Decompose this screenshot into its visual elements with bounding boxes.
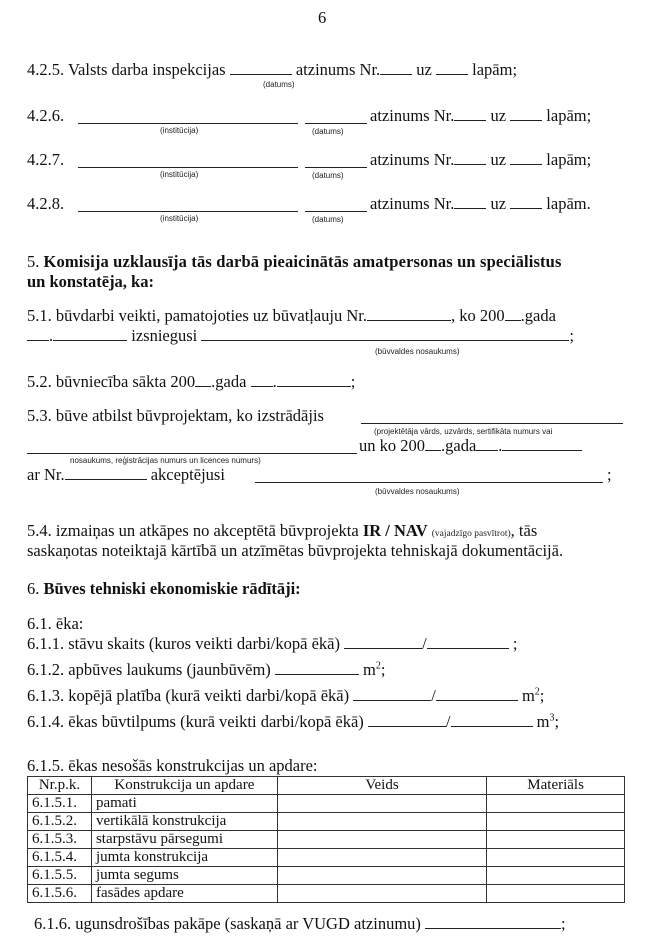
number-field[interactable] <box>454 194 486 209</box>
type-cell[interactable] <box>277 831 486 849</box>
semicolon: ; <box>512 634 518 653</box>
date-caption: (datums) <box>312 127 344 136</box>
semicolon: ; <box>554 712 560 731</box>
number-field[interactable] <box>65 465 147 480</box>
institution-field[interactable] <box>78 123 298 124</box>
month-field[interactable] <box>502 436 582 451</box>
date-field[interactable] <box>305 123 367 124</box>
table-header-row <box>28 777 625 795</box>
dot: . <box>498 436 503 455</box>
material-cell[interactable] <box>487 885 625 903</box>
year-field[interactable] <box>505 306 521 321</box>
material-cell[interactable] <box>487 813 625 831</box>
year-label: , ko 200 <box>451 306 505 325</box>
item-6-1-5-title: 6.1.5. ēkas nesošās konstrukcijas un apdare: <box>27 756 318 775</box>
pages-field[interactable] <box>510 194 542 209</box>
month-field[interactable] <box>277 372 351 387</box>
conclusion-label: atzinums Nr. <box>370 150 455 169</box>
row-name: fasādes apdare <box>91 885 277 903</box>
row-name: jumta segums <box>91 867 277 885</box>
area-worked-field[interactable] <box>353 686 431 701</box>
table-row <box>28 795 625 813</box>
floors-worked-field[interactable] <box>344 634 422 649</box>
section-number: 5. <box>27 252 40 271</box>
building-area-field[interactable] <box>275 660 359 675</box>
semicolon: ; <box>561 914 566 933</box>
pages-field[interactable] <box>510 150 542 165</box>
material-cell[interactable] <box>487 795 625 813</box>
conclusion-group <box>370 194 591 214</box>
day-field[interactable] <box>251 372 273 387</box>
institution-field[interactable] <box>78 167 298 168</box>
table-row <box>28 831 625 849</box>
volume-total-field[interactable] <box>451 712 533 727</box>
item-4-2-7 <box>27 150 64 170</box>
dot: . <box>49 326 54 345</box>
changes-label-end: , tās <box>510 521 538 540</box>
separator: / <box>445 712 451 731</box>
authority-caption: (būvvaldes nosaukums) <box>375 347 460 356</box>
row-nr: 6.1.5.3. <box>28 831 92 849</box>
unit-exponent: 3 <box>549 712 555 724</box>
row-name: starpstāvu pārsegumi <box>91 831 277 849</box>
designer-field[interactable] <box>361 423 623 424</box>
section-6-heading <box>27 579 301 599</box>
gada-label: .gada <box>441 436 477 455</box>
item-5-1-line2 <box>27 326 574 346</box>
type-cell[interactable] <box>277 849 486 867</box>
item-number: 4.2.8. <box>27 194 65 213</box>
row-nr: 6.1.5.4. <box>28 849 92 867</box>
pages-label: lapām. <box>546 194 591 213</box>
gada-label: .gada <box>211 372 247 391</box>
construction-start-label: 5.2. būvniecība sākta 200 <box>27 372 196 391</box>
item-4-2-5 <box>27 60 517 80</box>
issued-label: izsniegusi <box>131 326 198 345</box>
institution-caption: (institūcija) <box>160 170 199 179</box>
fire-safety-field[interactable] <box>425 914 561 929</box>
item-5-4-line1 <box>27 521 537 541</box>
total-area-label: 6.1.3. kopējā platība (kurā veikti darbi/kopā ēkā) <box>27 686 350 705</box>
date-caption: (datums) <box>312 171 344 180</box>
floors-total-field[interactable] <box>427 634 509 649</box>
number-label: ar Nr. <box>27 465 65 484</box>
gada-label: .gada <box>520 306 556 325</box>
row-nr: 6.1.5.6. <box>28 885 92 903</box>
separator: / <box>422 634 427 653</box>
pages-field[interactable] <box>510 106 542 121</box>
number-field[interactable] <box>454 150 486 165</box>
designer-label: 5.3. būve atbilst būvprojektam, ko izstrādājis <box>27 406 324 425</box>
item-6-1-6 <box>34 914 566 934</box>
authority-caption: (būvvaldes nosaukums) <box>375 487 460 496</box>
semicolon: ; <box>380 660 386 679</box>
type-cell[interactable] <box>277 795 486 813</box>
unit-exponent: 2 <box>534 686 540 698</box>
pages-label: lapām; <box>472 60 518 79</box>
item-number: 4.2.7. <box>27 150 65 169</box>
item-number: 4.2.6. <box>27 106 65 125</box>
year-field[interactable] <box>195 372 211 387</box>
authority-field[interactable] <box>201 326 569 341</box>
day-field[interactable] <box>476 436 498 451</box>
section-heading: Būves tehniski ekonomiskie rādītāji: <box>43 579 301 598</box>
conclusion-label: atzinums Nr. <box>370 106 455 125</box>
pages-label: lapām; <box>546 150 592 169</box>
item-6-1-4 <box>27 712 559 732</box>
header-nr: Nr.p.k. <box>28 777 92 795</box>
header-construction: Konstrukcija un apdare <box>91 777 277 795</box>
row-name: pamati <box>91 795 277 813</box>
semicolon: ; <box>539 686 545 705</box>
unit: m <box>536 712 550 731</box>
row-name: jumta konstrukcija <box>91 849 277 867</box>
conclusion-label: atzinums Nr. <box>295 60 381 79</box>
date-field[interactable] <box>305 167 367 168</box>
accepted-label: akceptējusi <box>150 465 225 484</box>
item-6-1-3 <box>27 686 544 706</box>
table-row <box>28 885 625 903</box>
changes-label: 5.4. izmaiņas un atkāpes no akceptētā būvprojekta <box>27 521 359 540</box>
uz-label: uz <box>490 194 507 213</box>
authority-field[interactable] <box>255 482 603 483</box>
item-6-1-1 <box>27 634 517 654</box>
section-5-heading <box>27 252 562 272</box>
item-6-1-2 <box>27 660 385 680</box>
row-name: vertikālā konstrukcija <box>91 813 277 831</box>
uz-label: uz <box>416 60 432 79</box>
row-nr: 6.1.5.2. <box>28 813 92 831</box>
item-5-4-line2: saskaņotas noteiktajā kārtībā un atzīmētas būvprojekta tehniskajā dokumentācijā. <box>27 541 564 560</box>
volume-worked-field[interactable] <box>368 712 446 727</box>
designer-field-cont[interactable] <box>27 453 357 454</box>
area-total-field[interactable] <box>436 686 518 701</box>
year-field[interactable] <box>425 436 441 451</box>
item-prefix: Valsts darba inspekcijas <box>67 60 226 79</box>
designer-caption-2: nosaukums, reģistrācijas numurs un licences numurs) <box>70 456 261 465</box>
table-row <box>28 849 625 867</box>
header-material: Materiāls <box>487 777 625 795</box>
item-5-2 <box>27 372 355 392</box>
underline-hint: (vajadzīgo pasvītrot) <box>431 529 511 539</box>
uz-label: uz <box>490 106 507 125</box>
header-type: Veids <box>277 777 486 795</box>
type-cell[interactable] <box>277 867 486 885</box>
conclusion-group <box>370 150 591 170</box>
semicolon: ; <box>569 326 574 345</box>
unit: m <box>363 660 376 679</box>
item-4-2-6 <box>27 106 64 126</box>
institution-field[interactable] <box>78 211 298 212</box>
table-row <box>28 867 625 885</box>
section-heading-line1: Komisija uzklausīja tās darbā pieaicinātās amatpersonas un speciālistus <box>43 252 562 271</box>
date-caption: (datums) <box>312 215 344 224</box>
table-row <box>28 813 625 831</box>
construction-table <box>27 776 625 903</box>
item-5-3-line2 <box>359 436 582 456</box>
fire-safety-label: 6.1.6. ugunsdrošības pakāpe (saskaņā ar VUGD atzinumu) <box>34 914 421 933</box>
material-cell[interactable] <box>487 831 625 849</box>
item-number: 4.2.5. <box>27 60 65 79</box>
item-5-3-line3 <box>27 465 225 485</box>
semicolon: ; <box>350 372 356 391</box>
number-field[interactable] <box>380 60 412 75</box>
building-area-label: 6.1.2. apbūves laukums (jaunbūvēm) <box>27 660 271 679</box>
conclusion-label: atzinums Nr. <box>370 194 455 213</box>
date-field[interactable] <box>305 211 367 212</box>
item-4-2-8 <box>27 194 64 214</box>
item-5-1-line1 <box>27 306 556 326</box>
type-cell[interactable] <box>277 885 486 903</box>
uz-label: uz <box>490 150 507 169</box>
ir-nav-choice[interactable]: IR / NAV <box>362 521 428 540</box>
unit: m <box>521 686 535 705</box>
item-5-3-line1 <box>27 406 324 426</box>
number-field[interactable] <box>454 106 486 121</box>
pages-field[interactable] <box>436 60 468 75</box>
type-cell[interactable] <box>277 813 486 831</box>
month-field[interactable] <box>53 326 127 341</box>
conclusion-group <box>370 106 591 126</box>
volume-label: 6.1.4. ēkas būvtilpums (kurā veikti darbi/kopā ēkā) <box>27 712 364 731</box>
permit-number-field[interactable] <box>367 306 451 321</box>
semicolon: ; <box>607 465 612 484</box>
row-nr: 6.1.5.5. <box>28 867 92 885</box>
material-cell[interactable] <box>487 849 625 867</box>
pages-label: lapām; <box>546 106 592 125</box>
section-5-heading-line2: un konstatēja, ka: <box>27 272 154 291</box>
unit-exponent: 2 <box>375 660 381 672</box>
day-field[interactable] <box>27 326 49 341</box>
material-cell[interactable] <box>487 867 625 885</box>
date-caption: (datums) <box>263 80 295 89</box>
separator: / <box>431 686 436 705</box>
section-number: 6. <box>27 579 40 598</box>
institution-caption: (institūcija) <box>160 214 199 223</box>
floors-label: 6.1.1. stāvu skaits (kuros veikti darbi/kopā ēkā) <box>27 634 340 653</box>
dot: . <box>272 372 277 391</box>
institution-caption: (institūcija) <box>160 126 199 135</box>
page-number: 6 <box>318 8 327 27</box>
row-nr: 6.1.5.1. <box>28 795 92 813</box>
year-label: un ko 200 <box>359 436 425 455</box>
item-6-1: 6.1. ēka: <box>27 614 84 633</box>
date-field[interactable] <box>230 60 292 75</box>
designer-caption-1: (projektētāja vārds, uzvārds, sertifikāta numurs vai <box>374 427 553 436</box>
permit-label: 5.1. būvdarbi veikti, pamatojoties uz būvatļauju Nr. <box>27 306 368 325</box>
